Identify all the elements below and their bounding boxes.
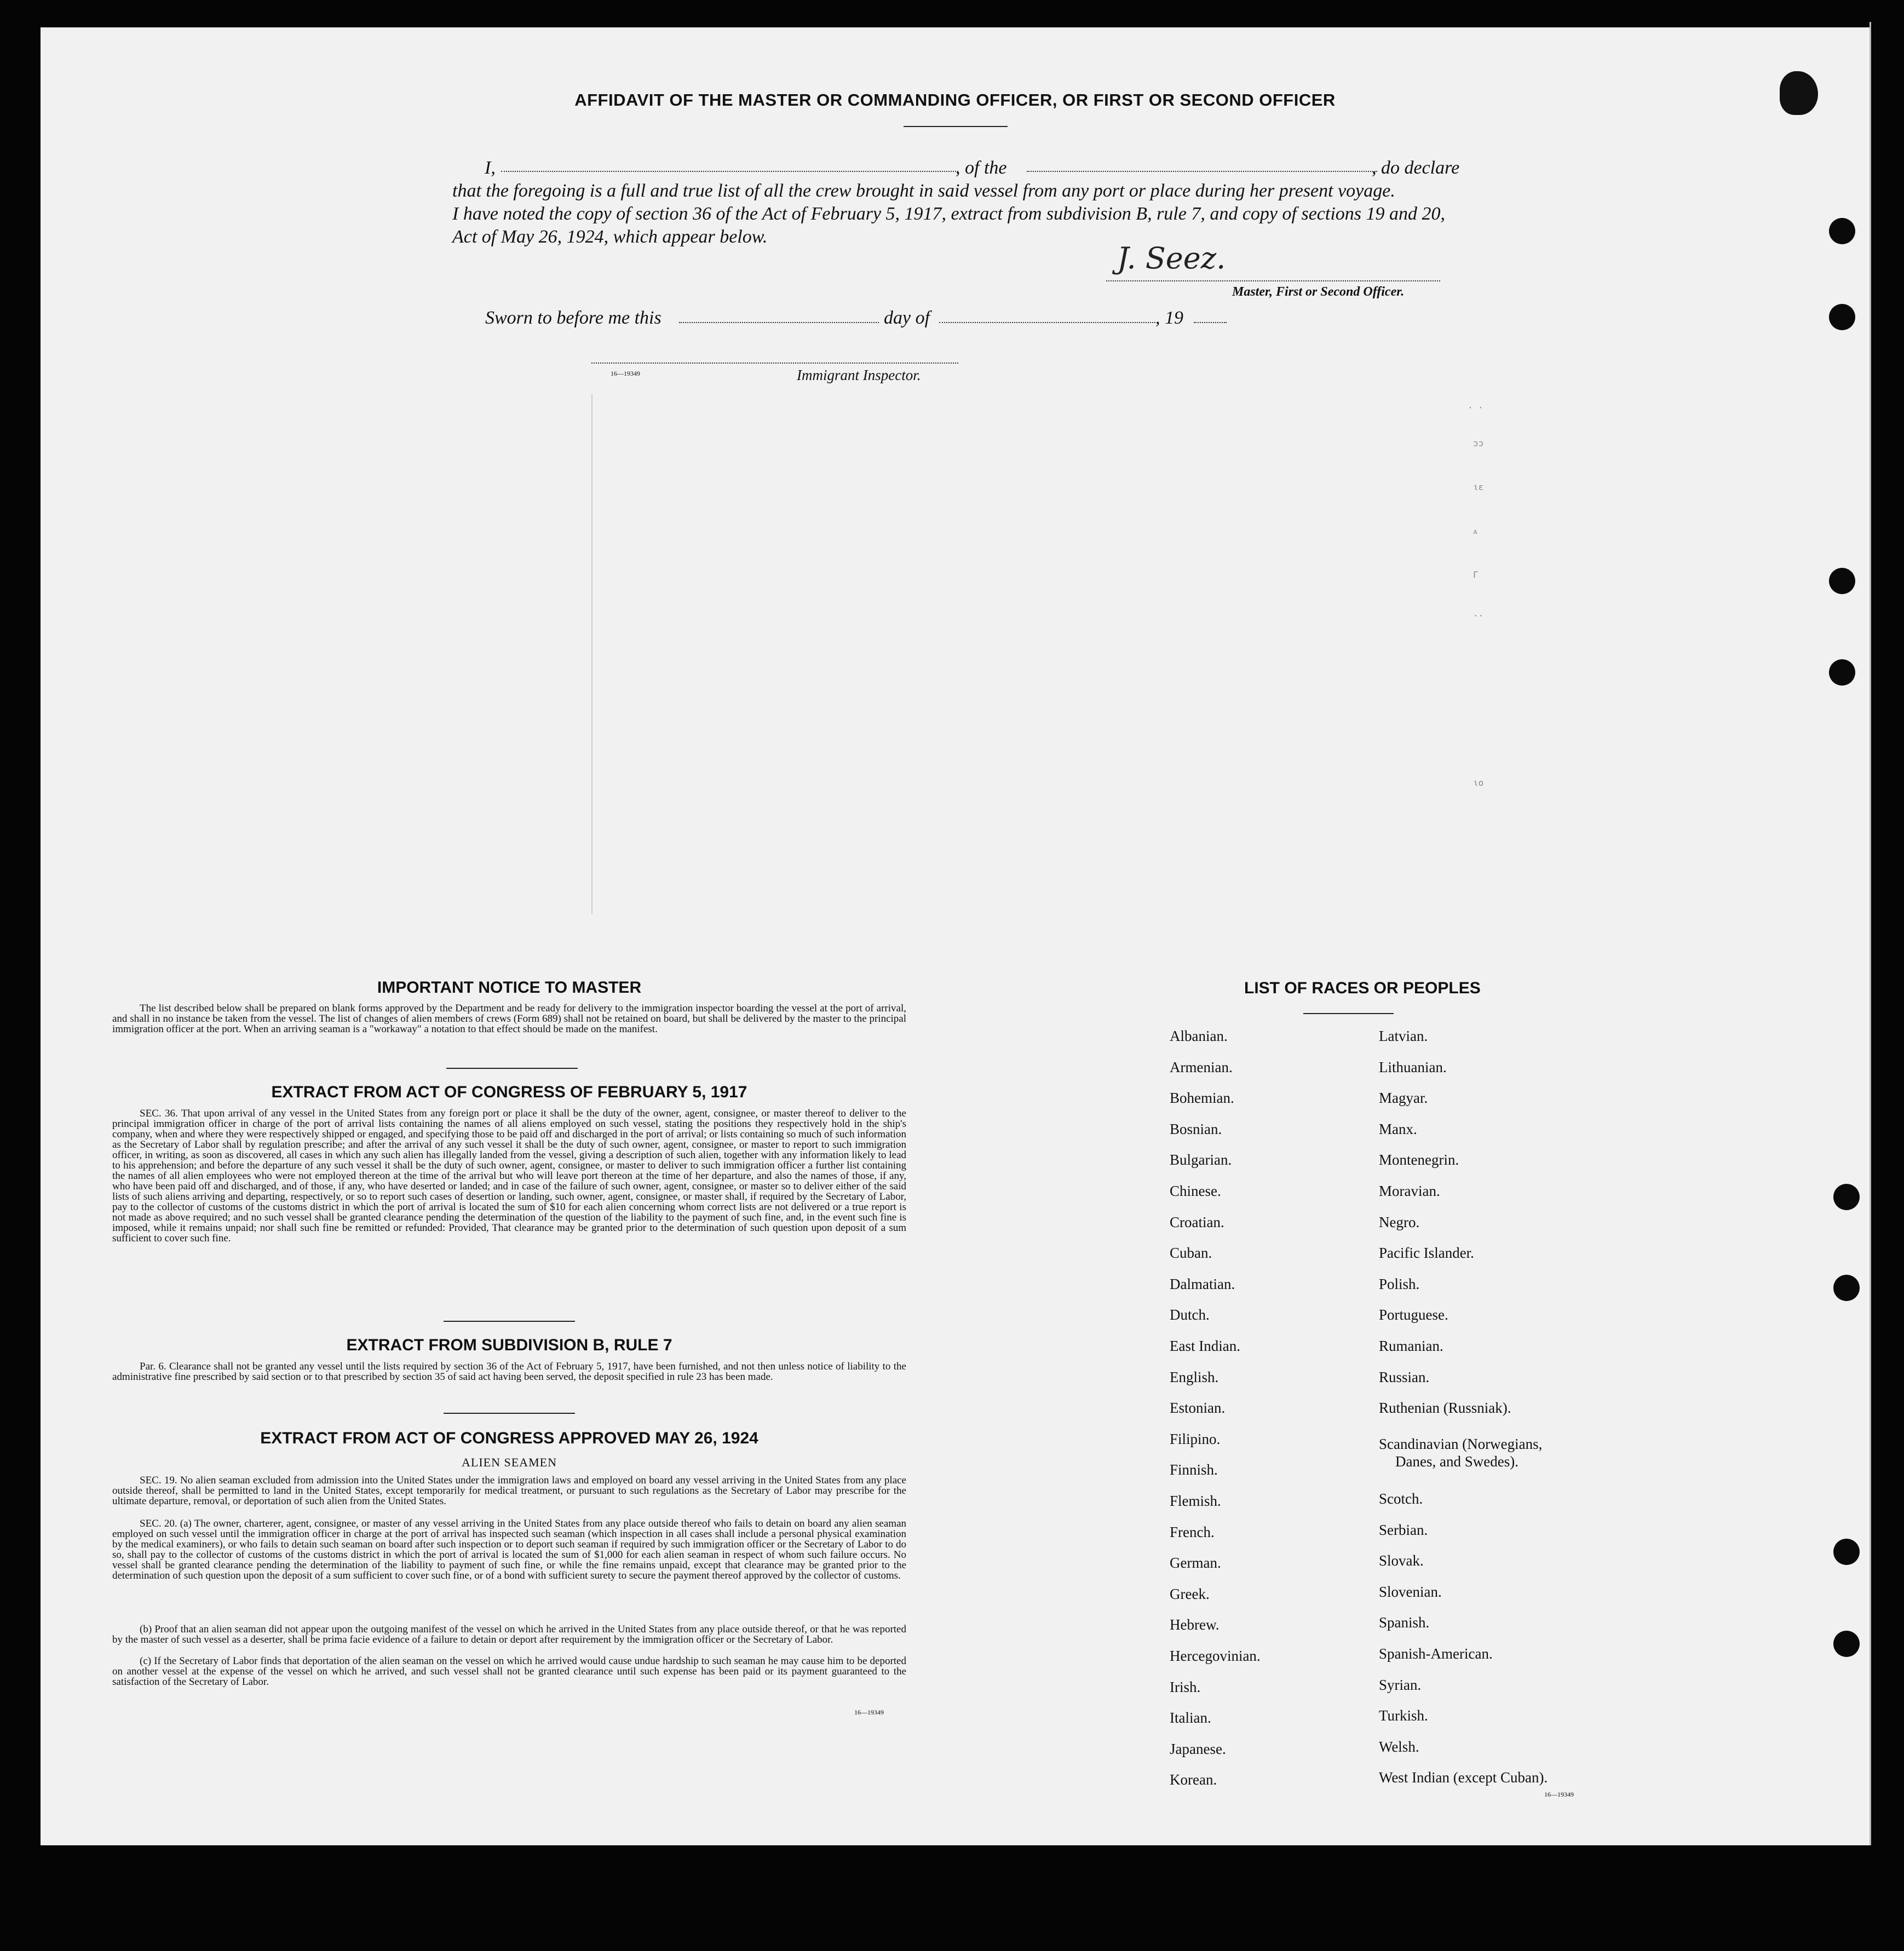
page-edge	[1870, 22, 1871, 1845]
race-item: English.	[1170, 1368, 1219, 1385]
punch-hole	[1829, 568, 1855, 594]
race-item: Scotch.	[1379, 1490, 1423, 1507]
section-rule	[446, 1068, 578, 1069]
race-item: Slovak.	[1379, 1552, 1424, 1569]
race-item: Bohemian.	[1170, 1090, 1234, 1107]
day-of-label: day of	[884, 308, 930, 328]
race-item: Armenian.	[1170, 1058, 1233, 1075]
year-label: , 19	[1155, 308, 1183, 328]
race-item: Japanese.	[1170, 1740, 1226, 1757]
bleed-mark: · ·	[1468, 402, 1483, 413]
bleed-mark: ··	[1473, 611, 1484, 621]
race-item: Hercegovinian.	[1170, 1648, 1261, 1664]
race-item: Croatian.	[1170, 1213, 1224, 1230]
races-title: LIST OF RACES OR PEOPLES	[1244, 979, 1481, 997]
punch-hole	[1829, 659, 1855, 686]
section-20b-text: (b) Proof that an alien seaman did not appear upon the outgoing manifest of the vessel on which he arrived in the United States from any place outside thereof, or that he was reported by the master of such vessel as a deserter, shall be prima facie evidence of a failure to detain or deport after requirement by the immigration officer or the Secretary of Labor.	[112, 1624, 906, 1645]
bleed-mark: Γ	[1473, 569, 1479, 580]
name-field[interactable]	[501, 171, 958, 172]
affidavit-line-3: Act of May 26, 1924, which appear below.	[452, 227, 768, 247]
races-rule	[1303, 1013, 1394, 1014]
race-item: Bosnian.	[1170, 1120, 1222, 1137]
race-item: German.	[1170, 1555, 1221, 1572]
affidavit-i-label: I,	[485, 158, 496, 178]
subdivision-b-title: EXTRACT FROM SUBDIVISION B, RULE 7	[346, 1336, 672, 1354]
punch-hole	[1833, 1539, 1860, 1565]
race-item: Dutch.	[1170, 1307, 1210, 1323]
race-item: Chinese.	[1170, 1183, 1221, 1199]
race-item: Finnish.	[1170, 1461, 1218, 1478]
inspector-caption: Immigrant Inspector.	[797, 367, 921, 383]
punch-hole	[1829, 218, 1855, 244]
race-item: Latvian.	[1379, 1028, 1428, 1044]
race-item: Rumanian.	[1379, 1338, 1443, 1354]
section-20c-text: (c) If the Secretary of Labor finds that deportation of the alien seaman on the vessel on which he arrived would cause undue hardship to such seaman he may cause him to be deported on another vessel at the expense of the vessel on which he arrived, and such vessel shall not be granted clearance until such expense has been paid or its payment guaranteed to the satisfaction of the Secretary of Labor.	[112, 1655, 906, 1688]
race-item: Greek.	[1170, 1585, 1210, 1602]
race-item: Moravian.	[1379, 1183, 1440, 1199]
race-item: Korean.	[1170, 1771, 1217, 1788]
race-item: Syrian.	[1379, 1676, 1422, 1693]
race-item: Slovenian.	[1379, 1583, 1442, 1600]
race-item: Serbian.	[1379, 1521, 1428, 1538]
punch-hole	[1833, 1184, 1860, 1210]
notice-body: The list described below shall be prepared on blank forms approved by the Department and be ready for delivery to the immigration inspector boarding the vessel at the port of arrival, and shall in no instance be taken from the vessel. The list of changes of alien members of crews (Form 689) shall not be retained on board, but shall be delivered by the master to the principal immigration officer at the port. When an arriving seaman is a "workaway" a notation to that effect should be made on the manifest.	[112, 1003, 906, 1035]
title-rule	[904, 126, 1008, 127]
race-item: Cuban.	[1170, 1245, 1212, 1262]
races-form-number: 16—19349	[1544, 1791, 1574, 1798]
sworn-label: Sworn to before me this	[485, 308, 661, 328]
race-item: West Indian (except Cuban).	[1379, 1769, 1548, 1786]
race-item: Hebrew.	[1170, 1616, 1220, 1633]
signature-caption: Master, First or Second Officer.	[1232, 285, 1405, 299]
inspector-signature-line	[591, 362, 958, 364]
affidavit-declare-label: , do declare	[1372, 158, 1460, 178]
punch-hole	[1833, 1275, 1860, 1301]
form-number: 16—19349	[611, 370, 640, 377]
race-item: Irish.	[1170, 1678, 1201, 1695]
race-item: Albanian.	[1170, 1028, 1228, 1044]
race-item: Lithuanian.	[1379, 1058, 1447, 1075]
race-item: Welsh.	[1379, 1738, 1419, 1755]
race-item: Spanish-American.	[1379, 1645, 1493, 1662]
section-rule	[444, 1321, 575, 1322]
race-item: Polish.	[1379, 1275, 1420, 1292]
bleed-mark: ιε	[1473, 482, 1484, 492]
race-item: Scandinavian (Norwegians,	[1379, 1436, 1543, 1452]
officer-signature: J. Seez.	[1117, 241, 1226, 275]
race-item: Danes, and Swedes).	[1395, 1453, 1518, 1470]
notice-title: IMPORTANT NOTICE TO MASTER	[377, 979, 642, 997]
race-item: Pacific Islander.	[1379, 1245, 1474, 1262]
bleed-mark: ͻͻ	[1473, 438, 1484, 448]
affidavit-line-2: I have noted the copy of section 36 of the Act of February 5, 1917, extract from subdivision B, rule 7, and copy of sections 19 and 20,	[452, 204, 1446, 224]
signature-line	[1106, 280, 1440, 281]
race-item: French.	[1170, 1523, 1215, 1540]
race-item: Portuguese.	[1379, 1307, 1448, 1323]
race-item: Turkish.	[1379, 1707, 1428, 1724]
vessel-field[interactable]	[1027, 171, 1377, 172]
section-rule	[444, 1413, 575, 1414]
affidavit-of-the-label: , of the	[956, 158, 1007, 178]
affidavit-title: AFFIDAVIT OF THE MASTER OR COMMANDING OFFICER, OR FIRST OR SECOND OFFICER	[574, 90, 1336, 110]
year-field[interactable]	[1194, 322, 1227, 323]
sworn-day-field[interactable]	[679, 322, 879, 323]
race-item: Dalmatian.	[1170, 1275, 1235, 1292]
race-item: Ruthenian (Russniak).	[1379, 1400, 1511, 1417]
sworn-month-field[interactable]	[939, 322, 1155, 323]
extract-form-number: 16—19349	[854, 1708, 884, 1716]
extract-1924-subtitle: ALIEN SEAMEN	[462, 1455, 557, 1469]
race-item: Italian.	[1170, 1710, 1211, 1726]
bleed-mark: ᴀ	[1473, 526, 1478, 536]
bleed-mark: ιο	[1473, 778, 1484, 788]
race-item: Bulgarian.	[1170, 1152, 1232, 1169]
extract-1917-body: SEC. 36. That upon arrival of any vessel in the United States from any foreign port or place it shall be the duty of the owner, agent, consignee, or master thereof to deliver to the principal immigration officer in charge of the port of arrival lists containing the names of all aliens employed on such vessel, stating the positions they respectively hold in the ship's company, when and where they were respectively shipped or engaged, and specifying those to be paid off and discharged in the port of arrival; or lists containing so much of such information as the Secretary of Labor shall by regulation prescribe; and after the arrival of any such vessel it shall be the duty of such owner, agent, consignee, or master to report to such immigration officer, in writing, as soon as discovered, all cases in which any such alien has illegally landed from the vessel, giving a description of such alien, together with any information likely to lead to his apprehension; and before the departure of any such vessel it shall be the duty of such owner, agent, consignee, or master to deliver to such immigration officer a further list containing the names of all alien employees who were not employed thereon at the time of the arrival but who will leave port thereon at the time of her departure, and also the names of those, if any, who have been paid off and discharged, and of those, if any, who have deserted or landed; and in case of the failure of such owner, agent, consignee, or master so to deliver either of the said lists of such aliens arriving and departing, respectively, or so to report such cases of desertion or landing, such owner, agent, consignee, or master shall, if required by the Secretary of Labor, pay to the collector of customs of the customs district in which the port of arrival is located the sum of $10 for each alien concerning whom correct lists are not delivered or a true report is not made as above required; and no such vessel shall be granted clearance pending the determination of the question of the liability to the payment of such fine, and, in the event such fine is imposed, while it remains unpaid; nor shall such fine be remitted or refunded: Provided, That clearance may be granted prior to the determination of such question upon deposit of a sum sufficient to cover such fine.	[112, 1108, 906, 1244]
subdivision-b-body: Par. 6. Clearance shall not be granted any vessel until the lists required by section 36 of the Act of February 5, 1917, have been furnished, and not then unless notice of liability to the administrative fine prescribed by said section or to that prescribed by section 35 of said act having been served, the deposit specified in rule 23 has been made.	[112, 1361, 906, 1383]
race-item: Filipino.	[1170, 1430, 1221, 1447]
fold-line	[591, 394, 593, 914]
affidavit-line-1: that the foregoing is a full and true list of all the crew brought in said vessel from any port or place during her present voyage.	[452, 181, 1395, 201]
race-item: Negro.	[1379, 1213, 1420, 1230]
race-item: Estonian.	[1170, 1400, 1226, 1417]
extract-1917-title: EXTRACT FROM ACT OF CONGRESS OF FEBRUARY 5, 1917	[271, 1083, 747, 1101]
section-19-text: SEC. 19. No alien seaman excluded from admission into the United States under the immigration laws and employed on board any vessel arriving in the United States from any place outside thereof, shall be permitted to land in the United States, except temporarily for medical treatment, or pursuant to such regulations as the Secretary of Labor may prescribe for the ultimate departure, removal, or deportation of such alien from the United States.	[112, 1475, 906, 1507]
race-item: Manx.	[1379, 1120, 1417, 1137]
race-item: Spanish.	[1379, 1614, 1430, 1631]
extract-1924-title: EXTRACT FROM ACT OF CONGRESS APPROVED MAY 26, 1924	[260, 1429, 758, 1447]
punch-hole	[1829, 304, 1855, 330]
race-item: Flemish.	[1170, 1493, 1221, 1509]
race-item: East Indian.	[1170, 1338, 1240, 1354]
race-item: Montenegrin.	[1379, 1152, 1459, 1169]
race-item: Magyar.	[1379, 1090, 1428, 1107]
section-20a-text: SEC. 20. (a) The owner, charterer, agent, consignee, or master of any vessel arriving in the United States from any place outside thereof who fails to detain on board any alien seaman employed on such vessel until the immigration officer in charge at the port of arrival has inspected such seaman (which inspection in all cases shall include a personal physical examination by the medical examiners), or who fails to detain such seaman on board after such inspection or to deport such seaman if required by such immigration officer or the Secretary of Labor to do so, shall pay to the collector of customs of the customs district in which the port of arrival is located the sum of $1,000 for each alien seaman in respect of whom such failure occurs. No vessel shall be granted clearance pending the determination of the liability to payment of such fine, or while the fine remains unpaid, except that clearance may be granted prior to the determination of such question upon the deposit of a sum sufficient to cover such fine, or of a bond with sufficient surety to secure the payment thereof approved by the collector of customs.	[112, 1518, 906, 1581]
race-item: Russian.	[1379, 1368, 1430, 1385]
punch-hole	[1833, 1631, 1860, 1657]
